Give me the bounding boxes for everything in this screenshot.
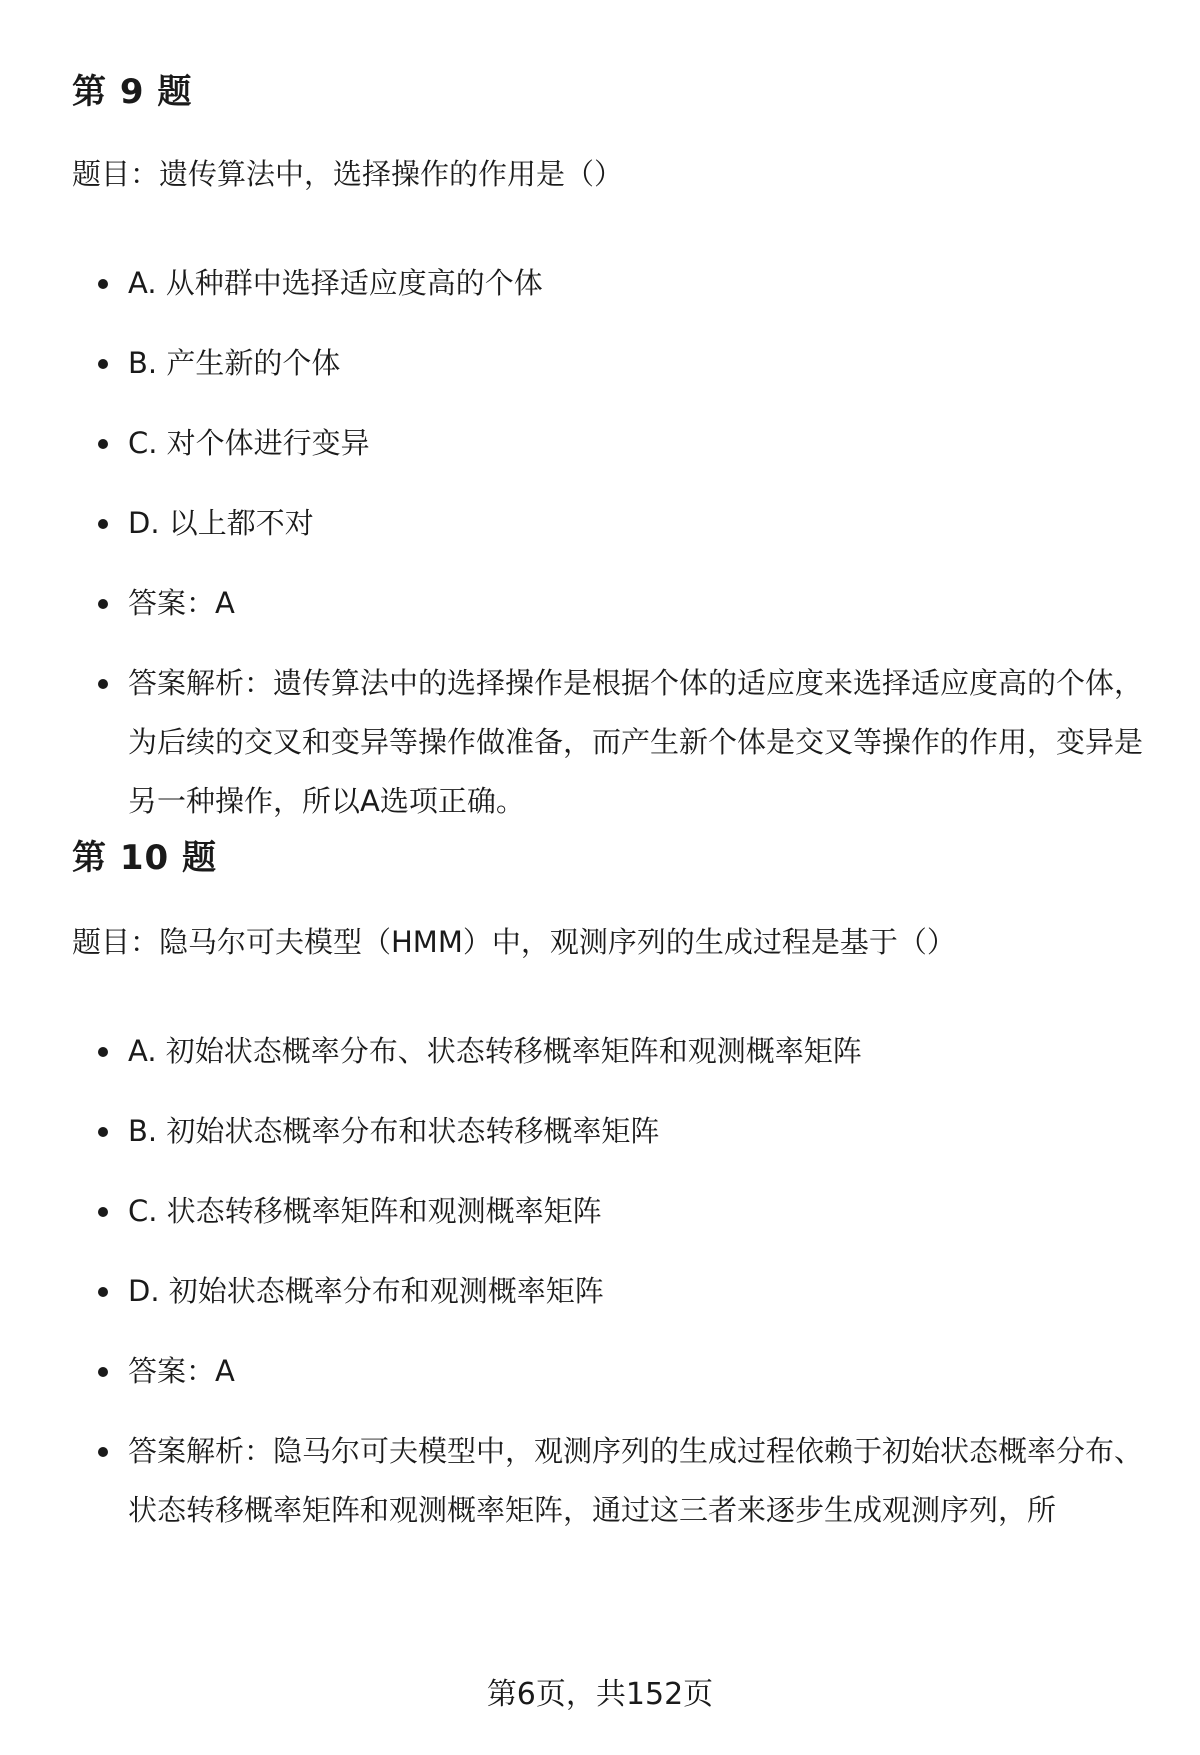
question-10-analysis <box>128 1422 1143 1540</box>
bullet-icon <box>98 519 108 529</box>
option-text: B. 产生新的个体 <box>128 346 341 380</box>
question-10-answer <box>128 1342 1143 1401</box>
analysis-text: 答案解析：遗传算法中的选择操作是根据个体的适应度来选择适应度高的个体，为后续的交叉和变异等操作做准备，而产生新个体是交叉等操作的作用，变异是另一种操作，所以A选项正确。 <box>128 666 1144 818</box>
page-indicator: 第6页，共152页 <box>486 1677 714 1712</box>
answer-text: 答案：A <box>128 586 235 620</box>
bullet-icon <box>98 599 108 609</box>
analysis-text: 答案解析：隐马尔可夫模型中，观测序列的生成过程依赖于初始状态概率分布、状态转移概率矩阵和观测概率矩阵，通过这三者来逐步生成观测序列，所 <box>128 1434 1144 1527</box>
question-9-answer <box>128 574 1143 633</box>
option-text: A. 初始状态概率分布、状态转移概率矩阵和观测概率矩阵 <box>128 1034 862 1068</box>
bullet-icon <box>98 359 108 369</box>
bullet-icon <box>98 439 108 449</box>
question-9-option-a <box>128 254 1143 313</box>
question-9-option-b <box>128 334 1143 393</box>
question-10-stem: 题目：隐马尔可夫模型（HMM）中，观测序列的生成过程是基于（） <box>72 925 956 959</box>
bullet-icon <box>98 1047 108 1057</box>
question-10-title: 第 10 题 <box>72 838 217 878</box>
question-9-analysis <box>128 654 1143 831</box>
question-10-option-c <box>128 1182 1143 1241</box>
bullet-icon <box>98 279 108 289</box>
question-9-option-d <box>128 494 1143 553</box>
question-10-option-b <box>128 1102 1143 1161</box>
option-text: D. 以上都不对 <box>128 506 314 540</box>
bullet-icon <box>98 679 108 689</box>
option-text: A. 从种群中选择适应度高的个体 <box>128 266 543 300</box>
question-9-option-c <box>128 414 1143 473</box>
option-text: D. 初始状态概率分布和观测概率矩阵 <box>128 1274 604 1308</box>
bullet-icon <box>98 1127 108 1137</box>
option-text: B. 初始状态概率分布和状态转移概率矩阵 <box>128 1114 660 1148</box>
option-text: C. 状态转移概率矩阵和观测概率矩阵 <box>128 1194 602 1228</box>
bullet-icon <box>98 1207 108 1217</box>
answer-text: 答案：A <box>128 1354 235 1388</box>
bullet-icon <box>98 1287 108 1297</box>
bullet-icon <box>98 1447 108 1457</box>
question-9-stem: 题目：遗传算法中，选择操作的作用是（） <box>72 157 624 191</box>
bullet-icon <box>98 1367 108 1377</box>
question-10-option-d <box>128 1262 1143 1321</box>
question-10-option-a <box>128 1022 1143 1081</box>
option-text: C. 对个体进行变异 <box>128 426 370 460</box>
question-9-title: 第 9 题 <box>72 72 193 112</box>
